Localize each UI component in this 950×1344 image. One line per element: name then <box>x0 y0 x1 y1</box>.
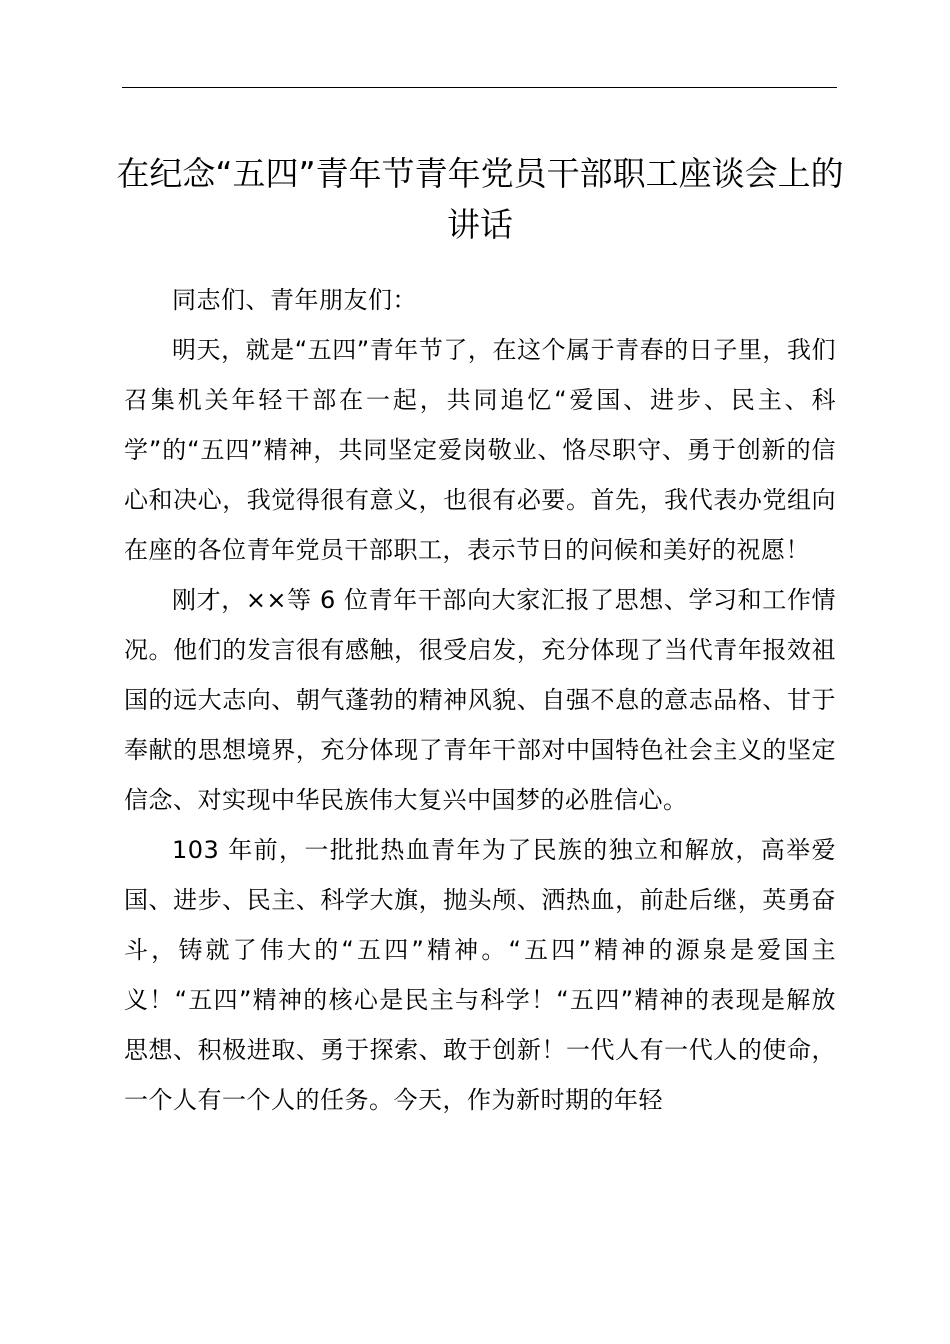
paragraph: 刚才，××等 6 位青年干部向大家汇报了思想、学习和工作情况。他们的发言很有感触，很受启发，充分体现了当代青年报效祖国的远大志向、朝气蓬勃的精神风貌、自强不息的意志品格、甘于奉献的思想境界，充分体现了青年干部对中国特色社会主义的坚定信念、对实现中华民族伟大复兴中国梦的必胜信心。 <box>124 586 836 814</box>
paragraph: 明天，就是“五四”青年节了，在这个属于青春的日子里，我们召集机关年轻干部在一起，共同追忆“爱国、进步、民主、科学”的“五四”精神，共同坚定爱岗敬业、恪尽职守、勇于创新的信心和决心，我觉得很有意义，也很有必要。首先，我代表办党组向在座的各位青年党员干部职工，表示节日的问候和美好的祝愿！ <box>124 336 836 564</box>
header-rule <box>122 87 837 88</box>
paragraph: 103 年前，一批批热血青年为了民族的独立和解放，高举爱国、进步、民主、科学大旗，抛头颅、洒热血，前赴后继，英勇奋斗，铸就了伟大的“五四”精神。“五四”精神的源泉是爱国主义！“五四”精神的核心是民主与科学！“五四”精神的表现是解放思想、积极进取、勇于探索、敢于创新！一代人有一代人的使命，一个人有一个人的任务。今天，作为新时期的年轻 <box>124 836 836 1114</box>
salutation: 同志们、青年朋友们： <box>172 286 417 314</box>
document-title: 在纪念“五四”青年节青年党员干部职工座谈会上的讲话 <box>116 154 844 244</box>
document-body <box>124 275 836 1125</box>
